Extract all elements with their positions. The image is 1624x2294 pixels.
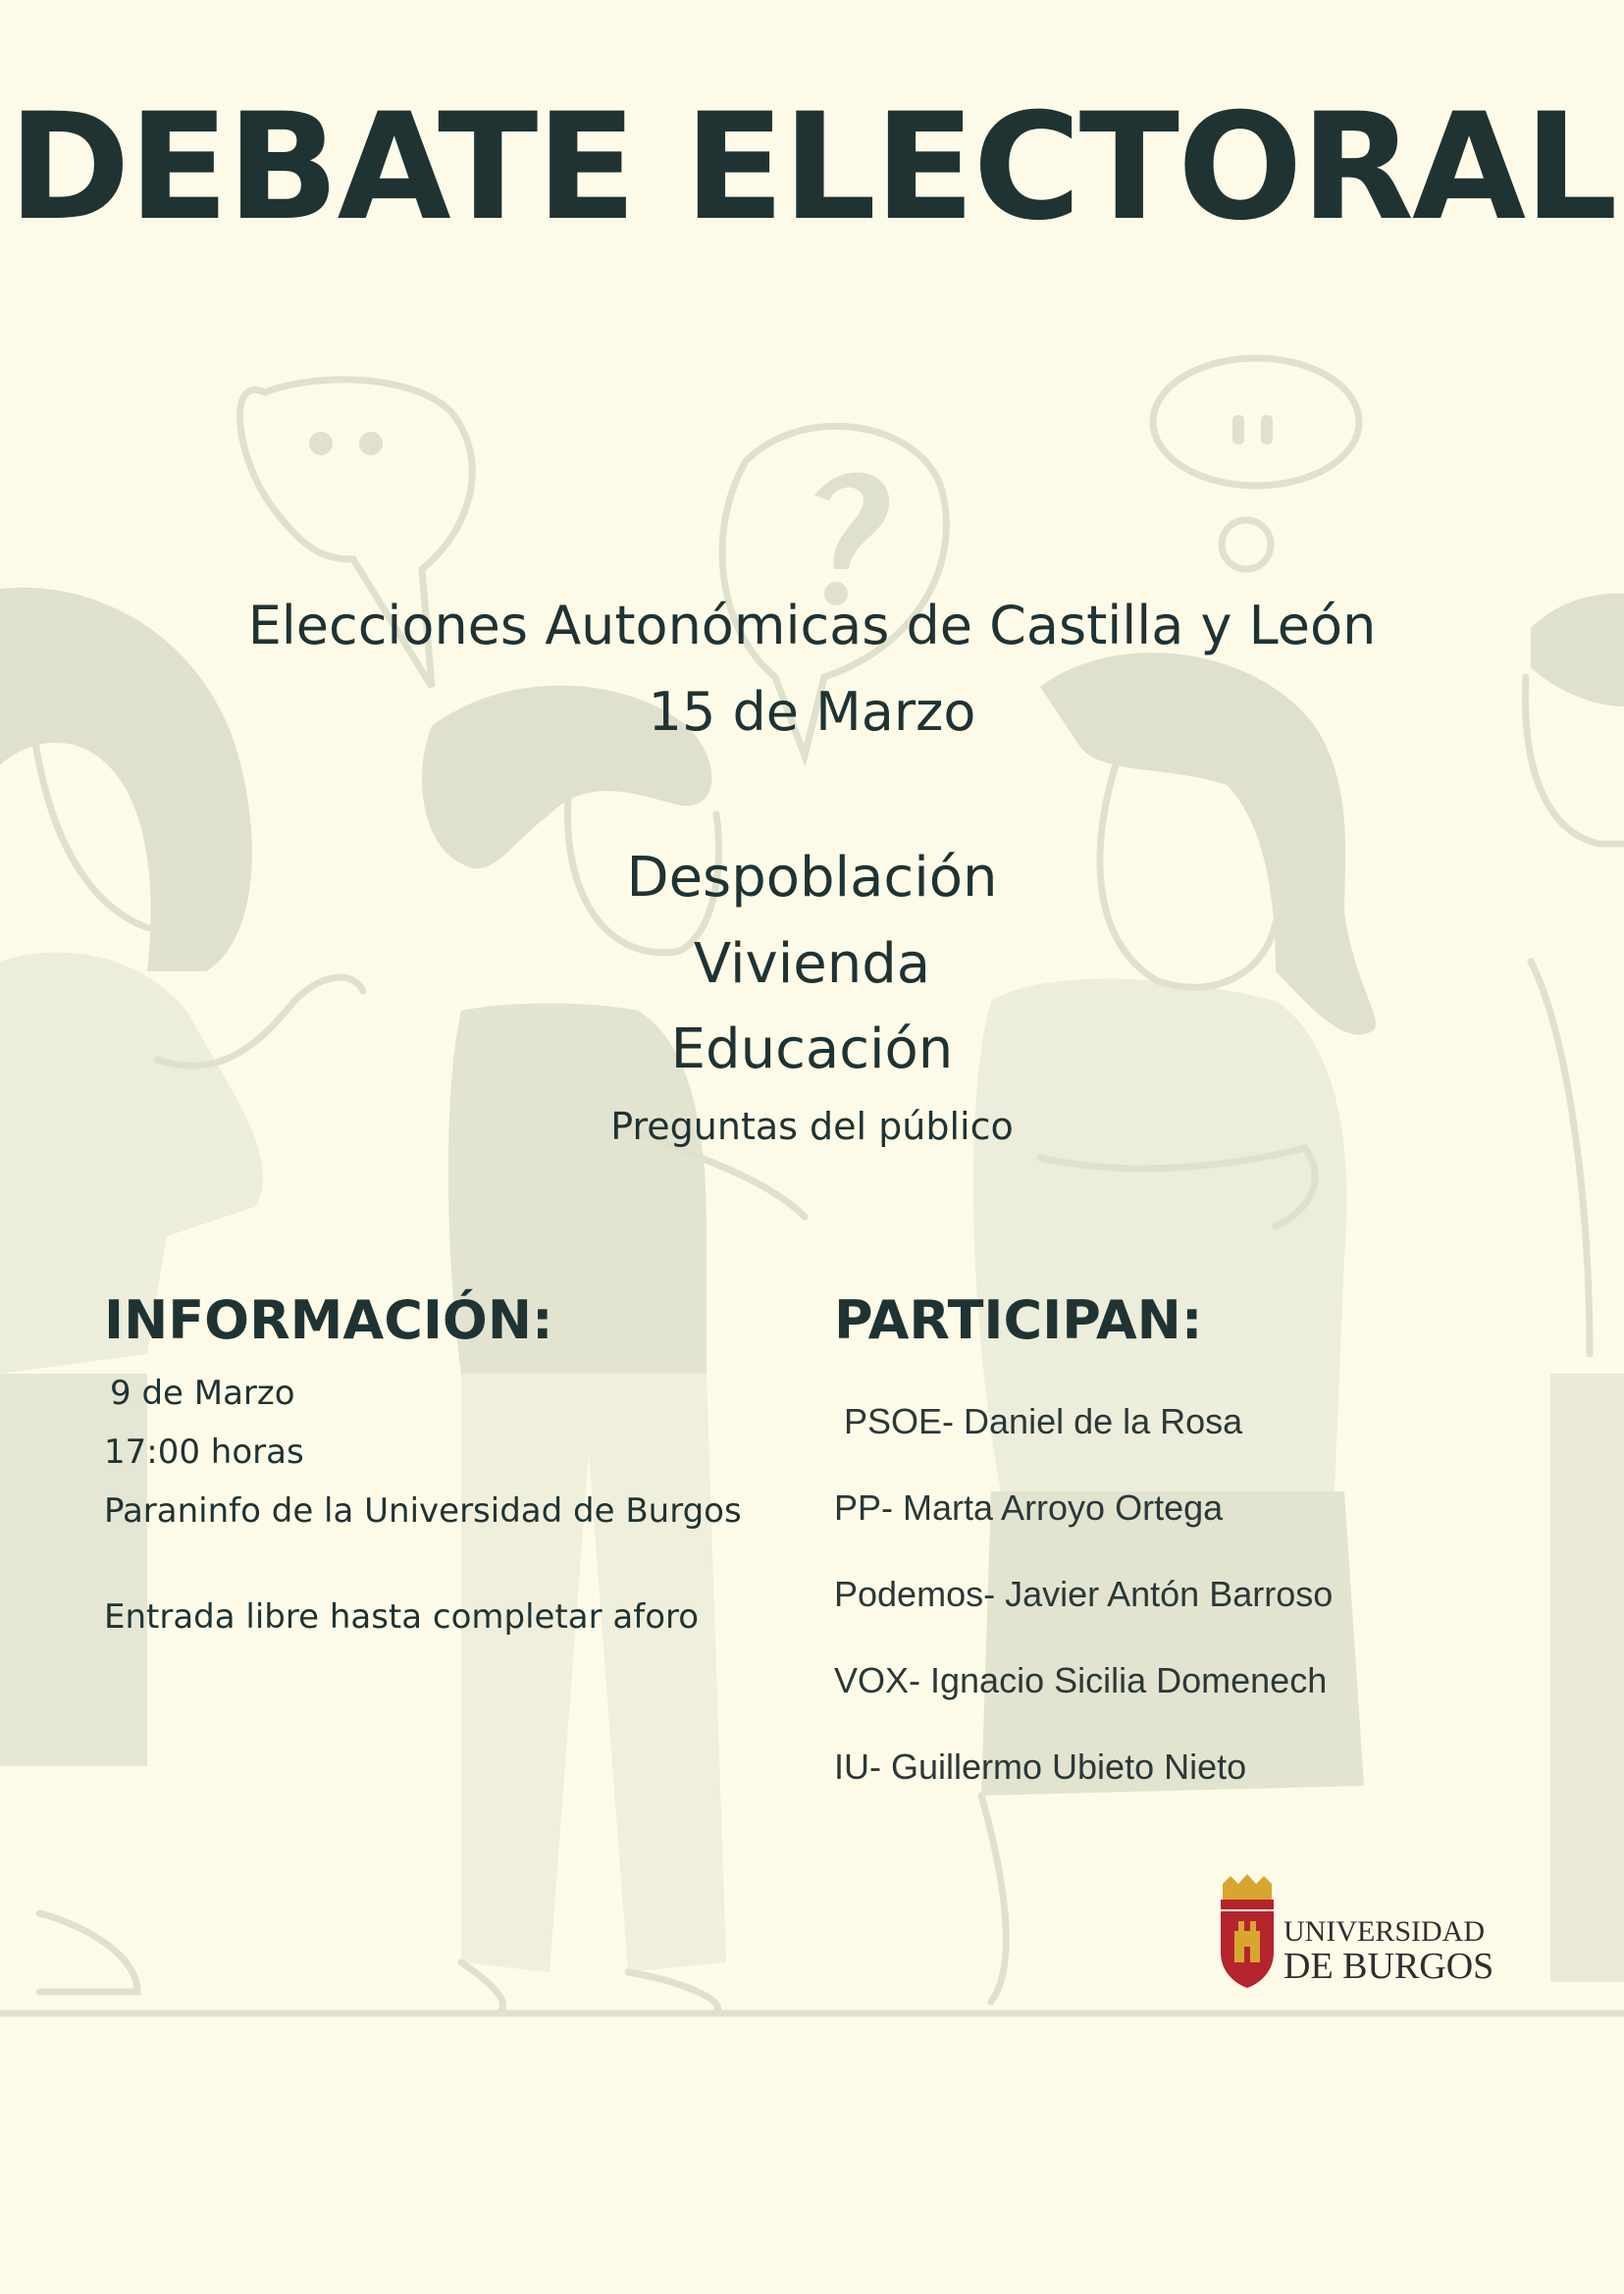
election-date: 15 de Marzo [648, 681, 976, 743]
participant-item: IU- Guillermo Ubieto Nieto [834, 1747, 1247, 1787]
info-time: 17:00 horas [104, 1433, 304, 1472]
info-date: 9 de Marzo [110, 1374, 295, 1413]
man-right-legs [1550, 1374, 1624, 1982]
participant-item: Podemos- Javier Antón Barroso [834, 1574, 1334, 1614]
participant-item: PSOE- Daniel de la Rosa [844, 1401, 1243, 1441]
thought-bubble-dot [1222, 520, 1271, 569]
thought-bubble-right [1153, 358, 1359, 486]
info-entry: Entrada libre hasta completar aforo [104, 1597, 700, 1637]
poster-title: DEBATE ELECTORAL [8, 82, 1616, 253]
participant-item: PP- Marta Arroyo Ortega [834, 1487, 1224, 1528]
info-heading: INFORMACIÓN: [104, 1289, 553, 1351]
participant-item: VOX- Ignacio Sicilia Domenech [834, 1660, 1328, 1700]
topic-item: Despoblación [626, 846, 998, 910]
election-name: Elecciones Autonómicas de Castilla y León [247, 595, 1377, 656]
shield-crest-icon [1215, 1874, 1280, 1992]
boy-pants [461, 1374, 726, 1972]
topic-item: Educación [670, 1017, 954, 1081]
info-place: Paraninfo de la Universidad de Burgos [104, 1491, 742, 1531]
participants-heading: PARTICIPAN: [834, 1289, 1203, 1351]
university-logo [1215, 1874, 1509, 1992]
topics-note: Preguntas del público [610, 1105, 1014, 1148]
logo-line-1: UNIVERSIDAD [1283, 1915, 1485, 1948]
logo-line-2: DE BURGOS [1283, 1946, 1494, 1987]
topic-item: Vivienda [693, 932, 931, 996]
